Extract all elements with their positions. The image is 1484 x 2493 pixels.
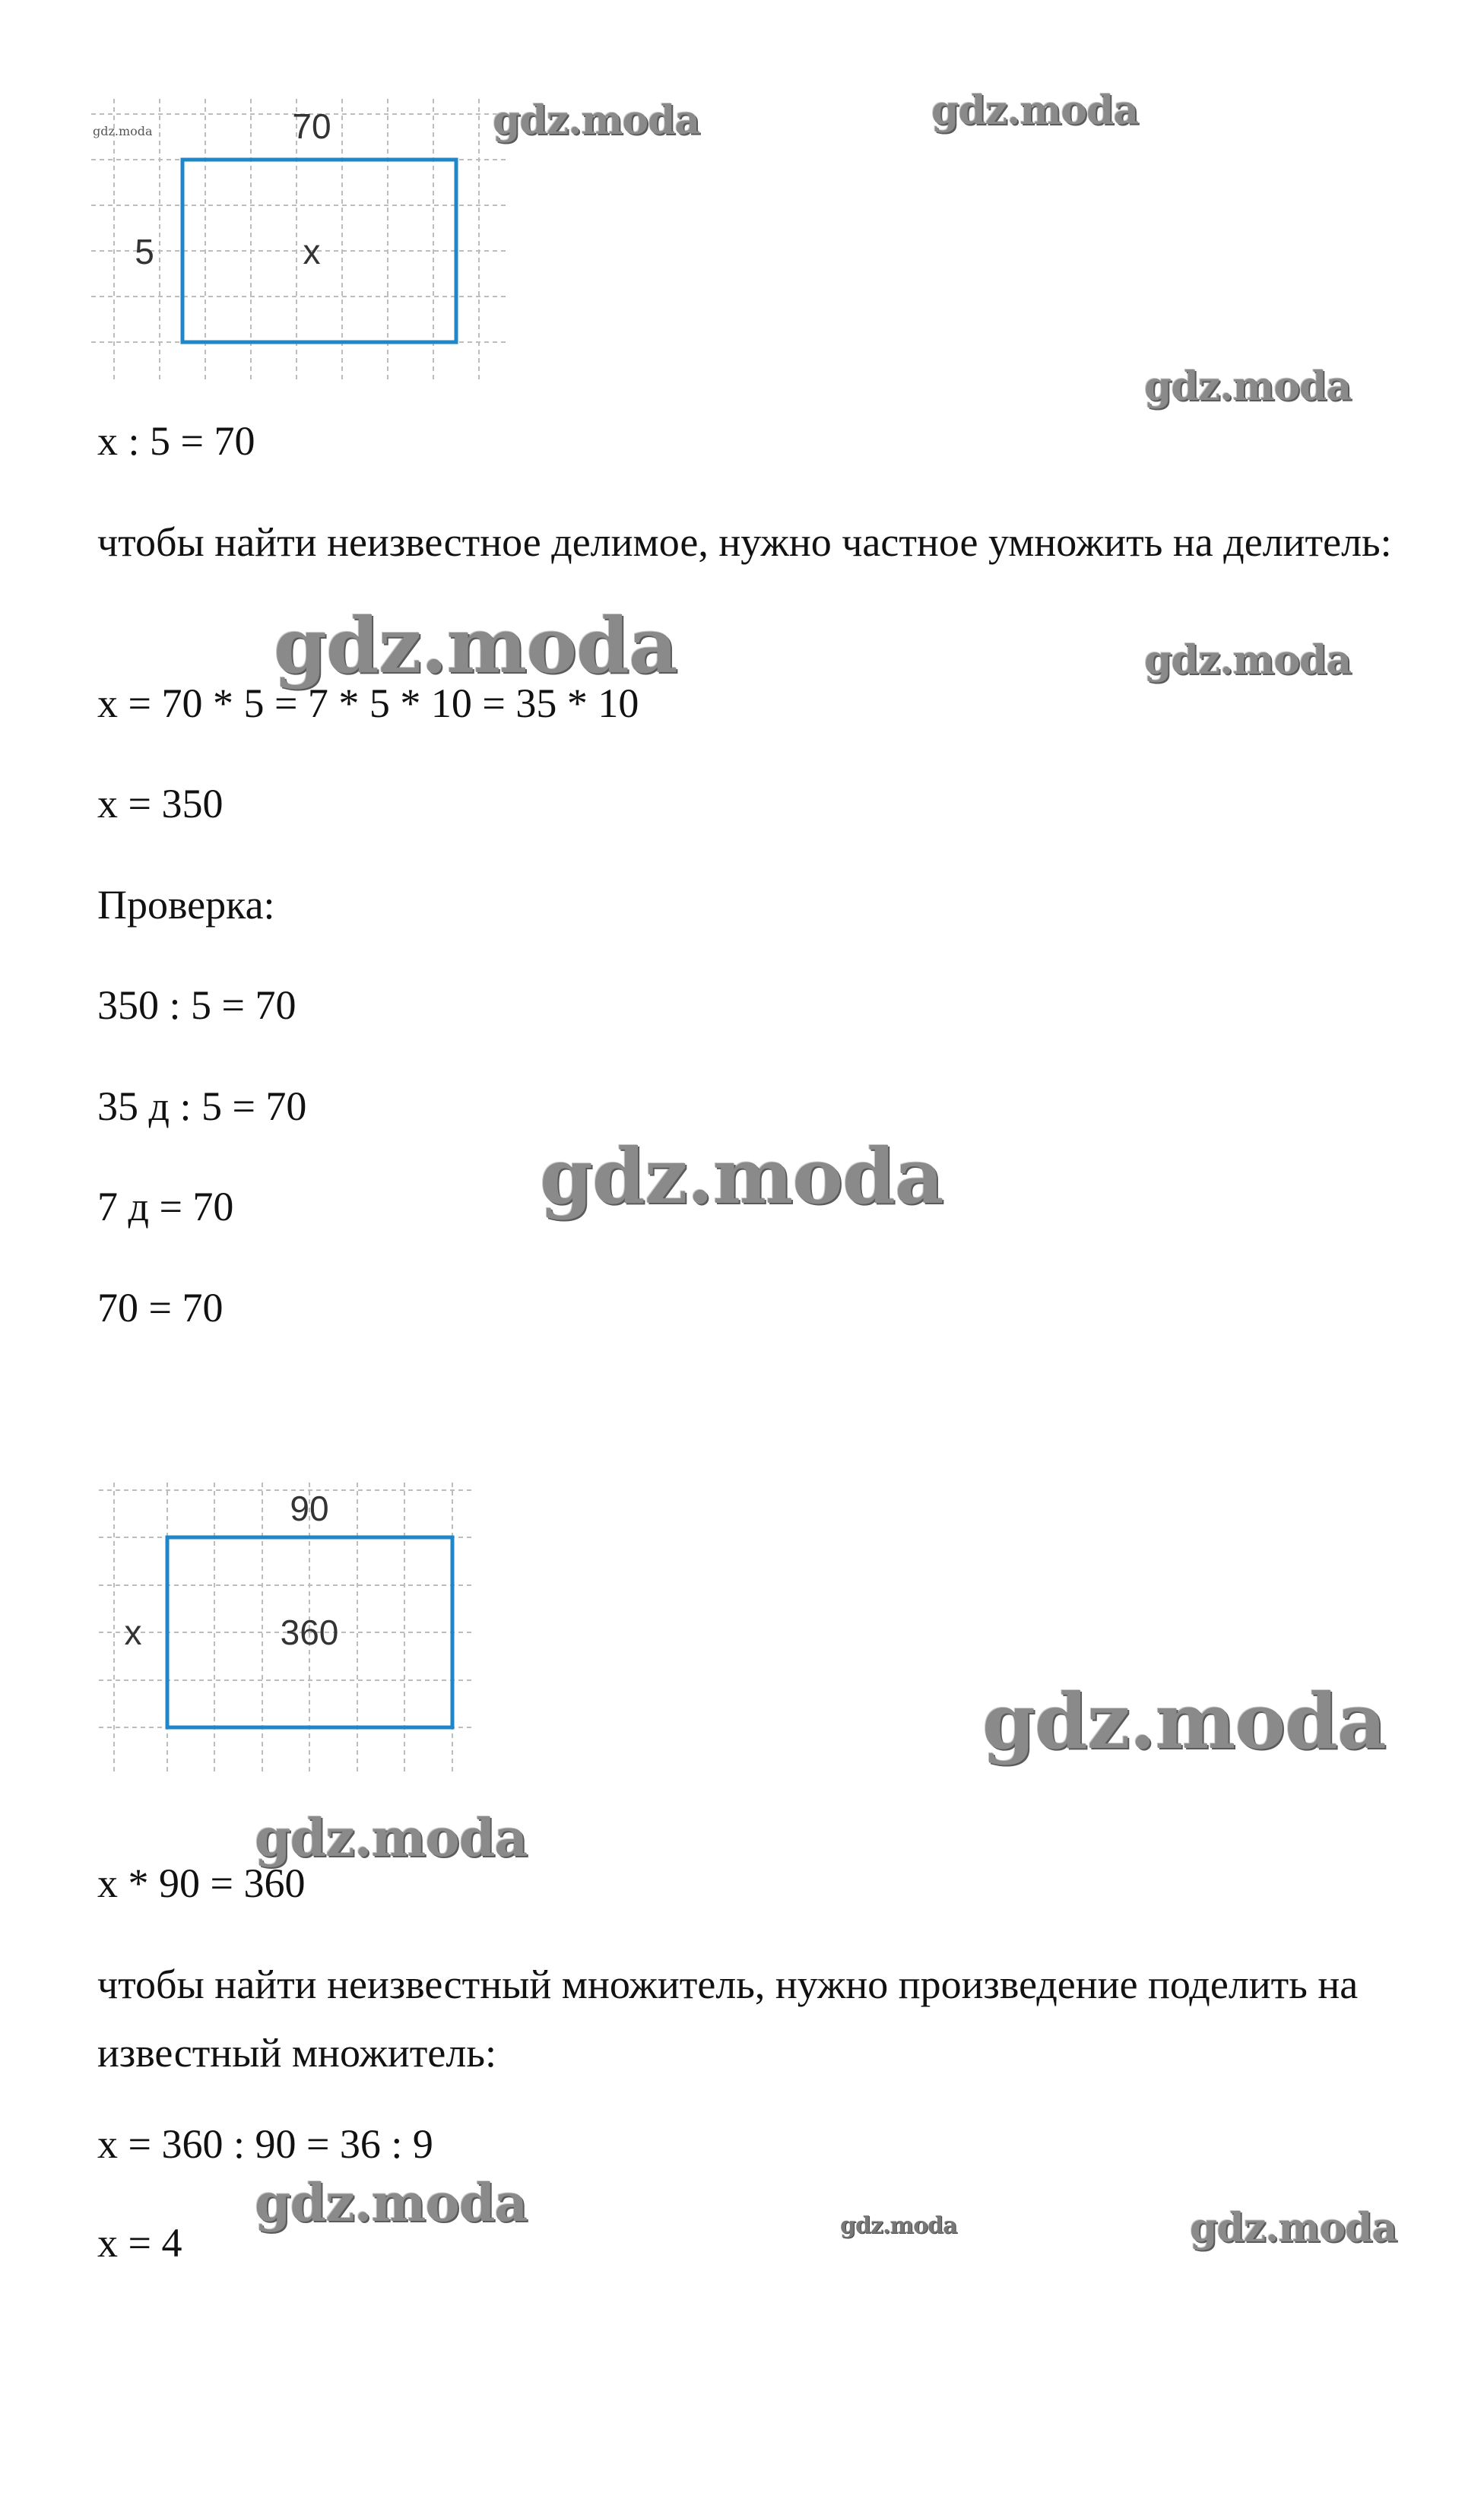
- figure-1-corner-label: gdz.moda: [93, 124, 153, 138]
- rule-1: чтобы найти неизвестное делимое, нужно частное умножить на делитель:: [97, 519, 1392, 565]
- figure-1-top-label: 70: [292, 106, 331, 146]
- watermark: gdz.moda: [255, 2173, 528, 2234]
- step-1: x = 70 * 5 = 7 * 5 * 10 = 35 * 10: [97, 680, 639, 726]
- watermark: gdz.moda: [840, 2212, 957, 2239]
- figure-2-center-label: 360: [280, 1613, 339, 1652]
- step-2: x = 360 : 90 = 36 : 9: [97, 2121, 433, 2167]
- check-1: 350 : 5 = 70: [97, 982, 296, 1028]
- check-label: Проверка:: [97, 882, 275, 928]
- watermark: gdz.moda: [255, 1808, 528, 1869]
- watermark: gdz.moda: [1144, 363, 1352, 410]
- watermark: gdz.moda: [1190, 2205, 1397, 2251]
- equation-2: x * 90 = 360: [97, 1860, 306, 1906]
- check-4: 70 = 70: [97, 1285, 224, 1331]
- watermark: gdz.moda: [982, 1676, 1386, 1766]
- watermark: gdz.moda: [931, 87, 1139, 134]
- result-1: x = 350: [97, 781, 224, 826]
- figure-2-top-label: 90: [290, 1489, 329, 1528]
- check-2: 35 д : 5 = 70: [97, 1083, 307, 1129]
- check-3: 7 д = 70: [97, 1184, 234, 1229]
- figure-1-grid: [91, 99, 517, 388]
- watermark: gdz.moda: [1144, 637, 1352, 684]
- equation-1: x : 5 = 70: [97, 418, 255, 464]
- figure-2-grid: [99, 1483, 509, 1779]
- figure-2-side-label: x: [124, 1613, 142, 1652]
- figure-1-center-label: x: [303, 232, 321, 271]
- figure-1-side-label: 5: [135, 232, 154, 271]
- rule-2: чтобы найти неизвестный множитель, нужно произведение поделить на известный множитель:: [97, 1962, 1359, 2076]
- watermark: gdz.moda: [493, 97, 700, 144]
- result-2: x = 4: [97, 2220, 182, 2266]
- watermark: gdz.moda: [274, 601, 677, 690]
- watermark: gdz.moda: [540, 1131, 943, 1221]
